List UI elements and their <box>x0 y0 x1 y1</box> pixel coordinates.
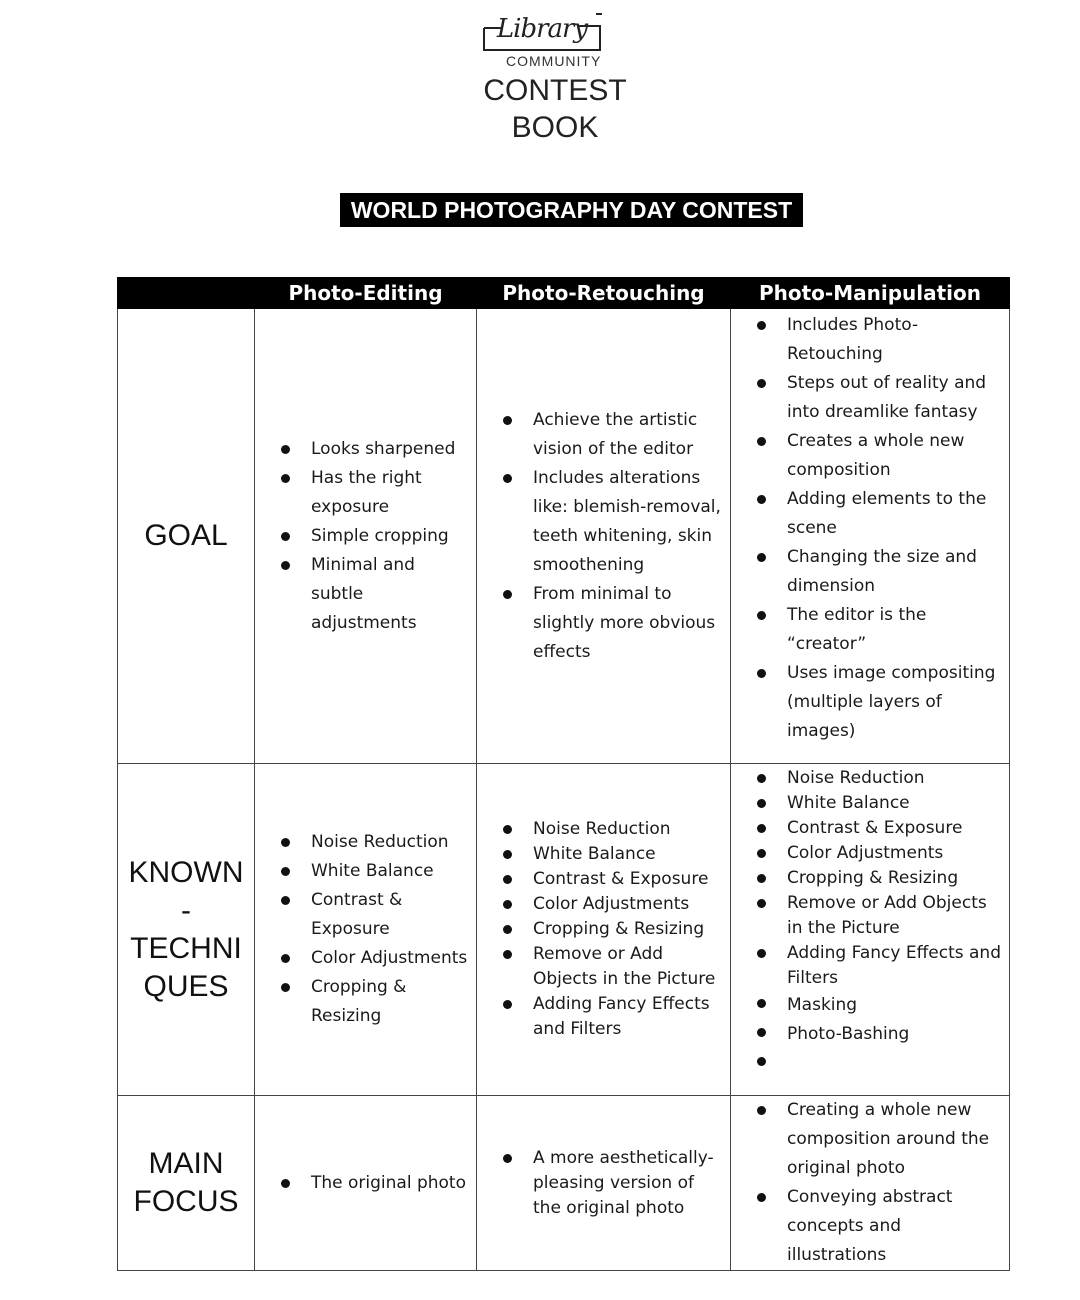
list-item: Color Adjustments <box>477 892 726 917</box>
list-item: The original photo <box>255 1169 472 1198</box>
header-blank <box>118 278 255 309</box>
row-label-line: MAIN <box>148 1147 224 1180</box>
list-item: Creates a whole new composition <box>731 427 1005 485</box>
logo-wordmark: Library <box>496 14 588 44</box>
bullet-list <box>255 1169 476 1198</box>
list-item: Cropping & Resizing <box>731 866 1005 891</box>
cell-goal-editing <box>255 309 477 764</box>
cell-focus-editing <box>255 1096 477 1271</box>
list-item: Noise Reduction <box>255 828 472 857</box>
list-item: Adding Fancy Effects and Filters <box>477 992 726 1042</box>
list-item: Remove or Add Objects in the Picture <box>731 891 1005 941</box>
row-label-line: KNOWN <box>128 855 244 889</box>
bullet-list <box>731 1096 1009 1270</box>
comparison-table <box>117 277 1010 1271</box>
list-item: A more aesthetically-pleasing version of the original photo <box>477 1146 726 1221</box>
list-item: Remove or Add Objects in the Picture <box>477 942 726 992</box>
row-label-main-focus <box>118 1096 255 1271</box>
bullet-list <box>477 1146 730 1221</box>
list-item: Cropping & Resizing <box>255 973 472 1031</box>
cell-focus-manipulation <box>731 1096 1010 1271</box>
header-photo-retouching: Photo-Retouching <box>477 278 731 309</box>
list-item: Adding elements to the scene <box>731 485 1005 543</box>
list-item: White Balance <box>255 857 472 886</box>
list-item: Cropping & Resizing <box>477 917 726 942</box>
list-item: Uses image compositing (multiple layers of images) <box>731 659 1005 746</box>
list-item: Photo-Bashing <box>731 1020 1005 1049</box>
list-item: From minimal to slightly more obvious effects <box>477 580 726 667</box>
list-item: Contrast & Exposure <box>477 867 726 892</box>
cell-techniques-retouching <box>477 764 731 1096</box>
bullet-list <box>477 817 730 1042</box>
row-label-line: - <box>181 893 191 927</box>
list-item: White Balance <box>477 842 726 867</box>
list-item: Achieve the artistic vision of the editor <box>477 406 726 464</box>
list-item: Masking <box>731 991 1005 1020</box>
row-label-line: GOAL <box>144 519 228 552</box>
list-item: Color Adjustments <box>255 944 472 973</box>
community-label: COMMUNITY <box>506 53 602 69</box>
list-item: Includes Photo-Retouching <box>731 311 1005 369</box>
bullet-list <box>255 435 476 638</box>
header-photo-manipulation: Photo-Manipulation <box>731 278 1010 309</box>
list-item: Simple cropping <box>255 522 472 551</box>
cell-goal-manipulation <box>731 309 1010 764</box>
row-label-line: TECHNI <box>130 931 242 965</box>
list-item: Includes alterations like: blemish-removal, teeth whitening, skin smoothening <box>477 464 726 580</box>
bullet-list <box>731 311 1009 746</box>
list-item: Noise Reduction <box>477 817 726 842</box>
contest-banner: WORLD PHOTOGRAPHY DAY CONTEST <box>340 193 803 227</box>
list-item: White Balance <box>731 791 1005 816</box>
list-item: Color Adjustments <box>731 841 1005 866</box>
header-photo-editing: Photo-Editing <box>255 278 477 309</box>
bullet-list <box>477 406 730 667</box>
bullet-list <box>731 766 1009 1078</box>
list-item: Minimal and subtle adjustments <box>255 551 472 638</box>
list-item: Adding Fancy Effects and Filters <box>731 941 1005 991</box>
table-header-row <box>118 278 1010 309</box>
row-label-line: QUES <box>143 969 229 1003</box>
list-item: Conveying abstract concepts and illustrations <box>731 1183 1005 1270</box>
list-item: Looks sharpened <box>255 435 472 464</box>
row-goal <box>118 309 1010 764</box>
row-main-focus <box>118 1096 1010 1271</box>
book-title-line2: BOOK <box>511 111 599 144</box>
bullet-list <box>255 828 476 1031</box>
list-item-empty <box>731 1049 1005 1078</box>
list-item: Changing the size and dimension <box>731 543 1005 601</box>
cell-techniques-editing <box>255 764 477 1096</box>
cell-focus-retouching <box>477 1096 731 1271</box>
list-item: Creating a whole new composition around the original photo <box>731 1096 1005 1183</box>
list-item: The editor is the “creator” <box>731 601 1005 659</box>
row-label-goal <box>118 309 255 764</box>
list-item: Noise Reduction <box>731 766 1005 791</box>
book-title-line1: CONTEST <box>483 74 627 107</box>
row-label-known-techniques <box>118 764 255 1096</box>
cell-goal-retouching <box>477 309 731 764</box>
list-item: Contrast & Exposure <box>731 816 1005 841</box>
row-label-line: FOCUS <box>133 1185 239 1218</box>
row-known-techniques <box>118 764 1010 1096</box>
list-item: Has the right exposure <box>255 464 472 522</box>
list-item: Contrast & Exposure <box>255 886 472 944</box>
cell-techniques-manipulation <box>731 764 1010 1096</box>
list-item: Steps out of reality and into dreamlike fantasy <box>731 369 1005 427</box>
